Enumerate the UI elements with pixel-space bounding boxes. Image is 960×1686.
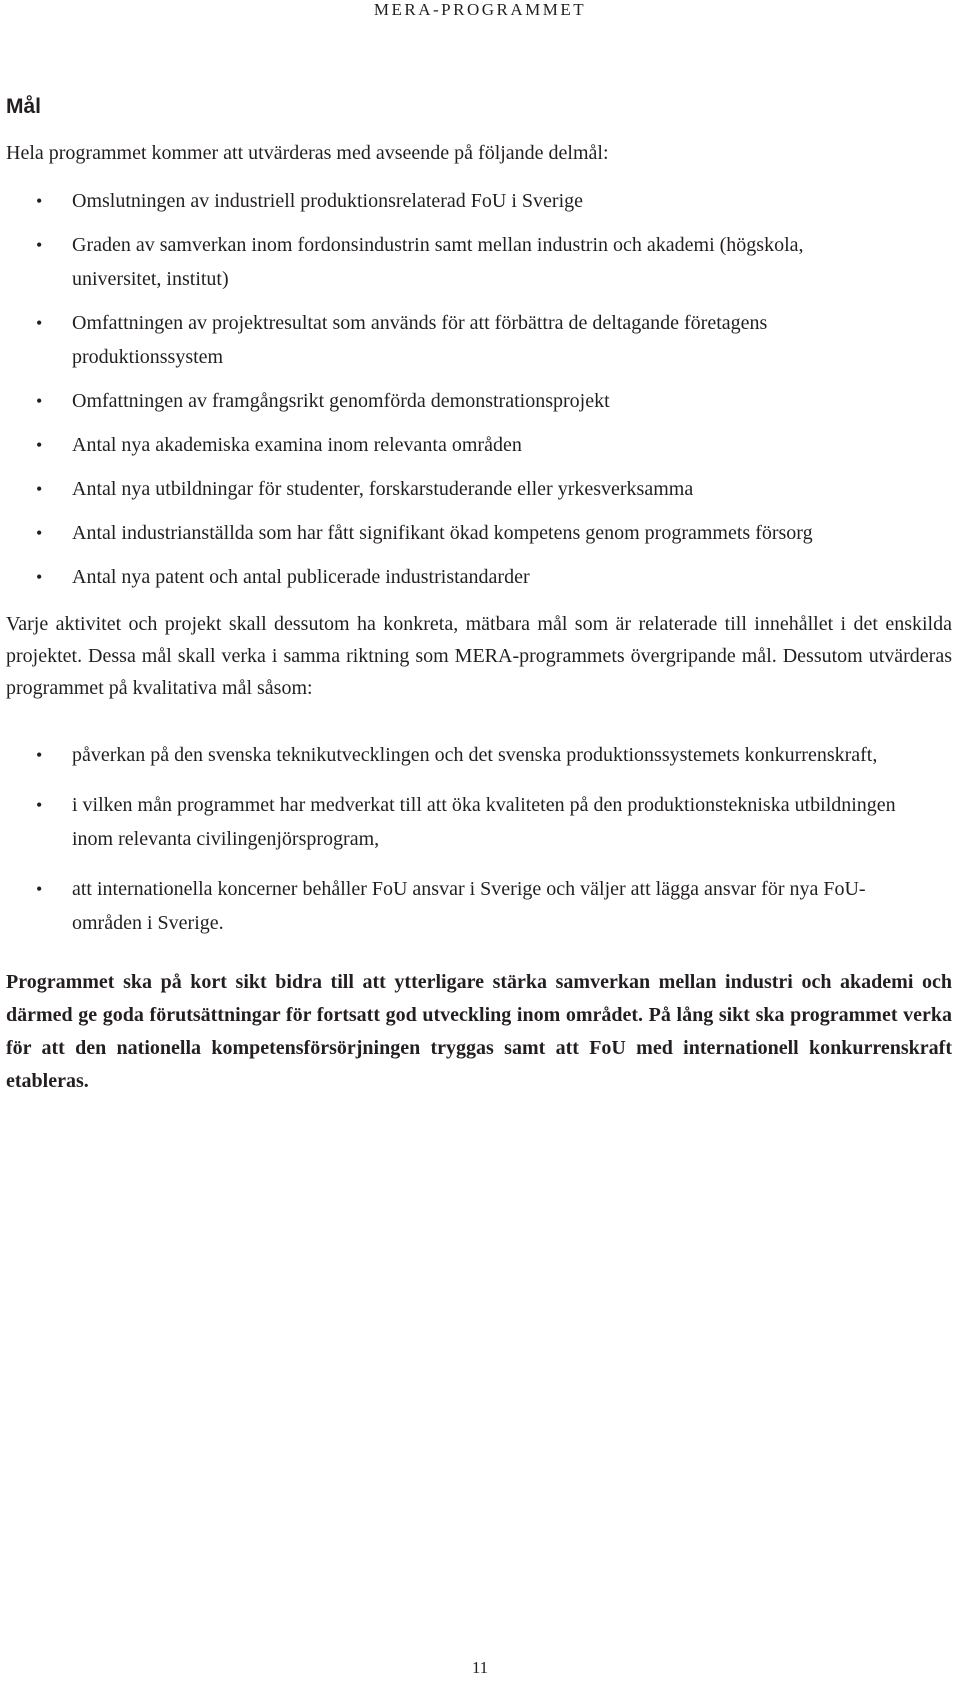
bullet-icon: •: [36, 435, 43, 455]
goal-item: [6, 516, 954, 550]
goal-text: Omfattningen av projektresultat som används för att förbättra de deltagande företagens produktionssystem: [72, 312, 768, 368]
goal-item: [6, 472, 954, 506]
goal-text: Omslutningen av industriell produktionsrelaterad FoU i Sverige: [72, 190, 584, 212]
goals-list: [6, 184, 954, 594]
bullet-icon: •: [36, 567, 43, 587]
goal-text: Graden av samverkan inom fordonsindustrin samt mellan industrin och akademi (högskola, universitet, institut): [72, 234, 804, 290]
bullet-icon: •: [36, 191, 43, 211]
section-heading: Mål: [6, 95, 42, 118]
bullet-icon: •: [36, 479, 43, 499]
body-paragraph: Varje aktivitet och projekt skall dessutom ha konkreta, mätbara mål som är relaterade till innehållet i det enskilda projektet. Dessa mål skall verka i samma riktning som MERA-programmets övergripande mål. Dessutom utvärderas programmet på kvalitativa mål såsom:: [6, 613, 952, 699]
qualitative-goal-item: [6, 738, 954, 772]
goal-item: [6, 384, 954, 418]
goal-text: Omfattningen av framgångsrikt genomförda demonstrationsprojekt: [72, 390, 610, 412]
goal-text: Antal industrianställda som har fått signifikant ökad kompetens genom programmets försorg: [72, 522, 813, 544]
bullet-icon: •: [36, 235, 43, 255]
running-header: MERA-PROGRAMMET: [373, 0, 587, 19]
conclusion-paragraph: Programmet ska på kort sikt bidra till att ytterligare stärka samverkan mellan industri och akademi och därmed ge goda förutsättningar för fortsatt god utveckling inom området. På lång sikt ska programmet verka för att den nationella kompetensförsörjningen tryggas samt att FoU med internationell konkurrenskraft etableras.: [6, 971, 952, 1092]
qualitative-goal-item: [6, 788, 954, 856]
qualitative-goal-text: påverkan på den svenska teknikutvecklingen och det svenska produktionssystemets konkurrenskraft,: [72, 744, 878, 766]
goal-text: Antal nya akademiska examina inom relevanta områden: [72, 434, 522, 456]
qualitative-goal-text: i vilken mån programmet har medverkat till att öka kvaliteten på den produktionstekniska utbildningen inom relevanta civilingenjörsprogram,: [72, 794, 896, 850]
intro-text: Hela programmet kommer att utvärderas med avseende på följande delmål:: [6, 142, 609, 164]
bullet-icon: •: [36, 391, 43, 411]
page-number: 11: [471, 1658, 489, 1677]
bullet-icon: •: [36, 879, 43, 899]
goal-item: [6, 560, 954, 594]
bullet-icon: •: [36, 313, 43, 333]
qualitative-goal-text: att internationella koncerner behåller FoU ansvar i Sverige och väljer att lägga ansvar för nya FoU-områden i Sverige.: [72, 878, 866, 934]
goal-text: Antal nya utbildningar för studenter, forskarstuderande eller yrkesverksamma: [72, 478, 694, 500]
goal-text: Antal nya patent och antal publicerade industristandarder: [72, 566, 530, 588]
goal-item: [6, 428, 954, 462]
qualitative-goal-item: [6, 872, 954, 940]
page-content: [6, 94, 954, 1098]
goal-item: [6, 184, 954, 218]
goal-item: [6, 306, 954, 374]
goal-item: [6, 228, 954, 296]
bullet-icon: •: [36, 795, 43, 815]
bullet-icon: •: [36, 523, 43, 543]
qualitative-goals-list: [6, 738, 954, 940]
bullet-icon: •: [36, 745, 43, 765]
